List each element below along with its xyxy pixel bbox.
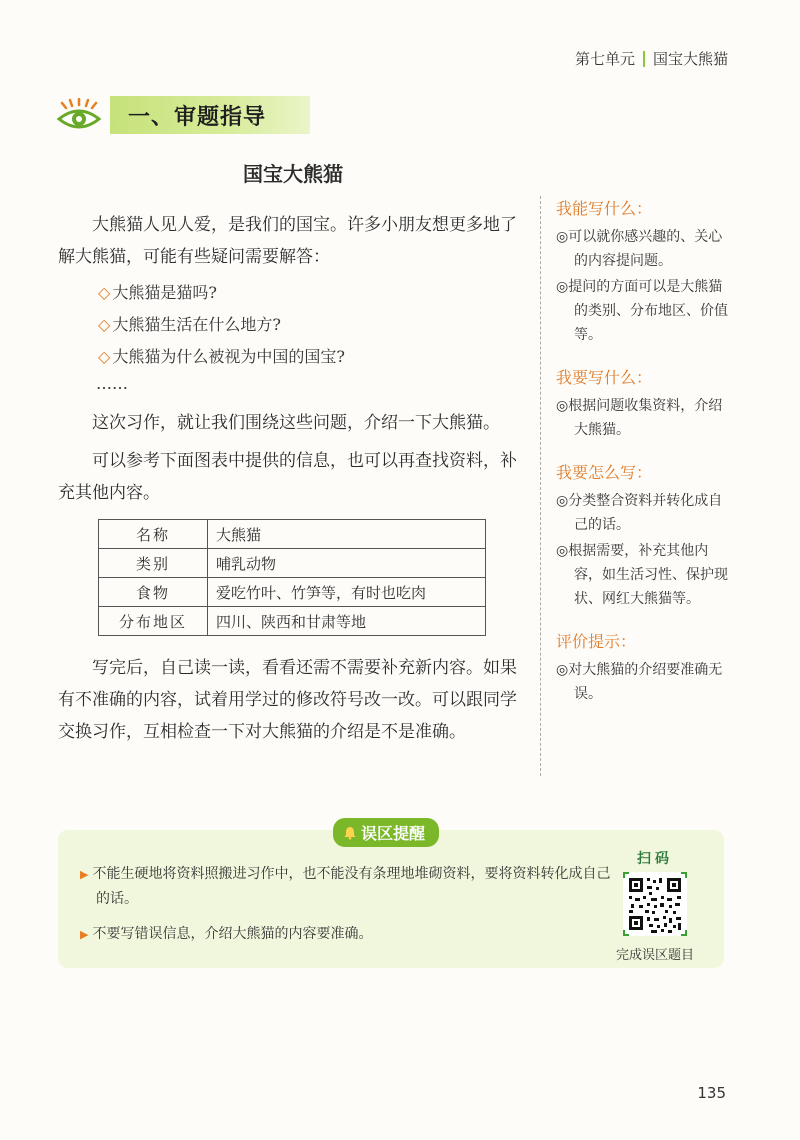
sidebar-point: ◎根据需要，补充其他内容，如生活习性、保护现状、网红大熊猫等。 xyxy=(556,543,728,607)
triangle-icon: ▶ xyxy=(80,928,89,941)
paragraph-4: 写完后，自己读一读，看看还需不需要补充新内容。如果有不准确的内容，试着用学过的修改符号改一改。可以跟同学交换习作，互相检查一下对大熊猫的介绍是不是准确。 xyxy=(58,658,517,742)
table-row: 分布地区 四川、陕西和甘肃等地 xyxy=(99,607,486,636)
page-header xyxy=(575,48,728,69)
sidebar-point: ◎对大熊猫的介绍要准确无误。 xyxy=(556,662,723,702)
section-heading xyxy=(56,96,310,134)
sidebar-block xyxy=(556,196,736,347)
table-row: 名称 大熊猫 xyxy=(99,520,486,549)
question-list xyxy=(58,277,528,373)
qr-code-icon[interactable] xyxy=(623,872,687,936)
sidebar-block xyxy=(556,365,736,442)
triangle-icon: ▶ xyxy=(80,868,89,881)
sidebar-point: ◎根据问题收集资料，介绍大熊猫。 xyxy=(556,398,723,438)
tips-title: 误区提醒 xyxy=(333,818,439,847)
qr-section xyxy=(612,848,698,963)
qr-title: 扫码 xyxy=(637,851,673,867)
sidebar-divider xyxy=(540,196,541,776)
tip-item: ▶ 不能生硬地将资料照搬进习作中，也不能没有条理地堆砌资料，要将资料转化成自己的话。 xyxy=(80,866,611,907)
sidebar-heading: 我要写什么： xyxy=(556,368,653,387)
diamond-icon: ◇ xyxy=(98,283,111,302)
question-item: ◇ 大熊猫为什么被视为中国的国宝? xyxy=(98,347,345,366)
intro-paragraph: 大熊猫人见人爱，是我们的国宝。许多小朋友想更多地了解大熊猫，可能有些疑问需要解答： xyxy=(58,215,517,267)
sidebar-heading: 评价提示： xyxy=(556,632,637,651)
eye-icon xyxy=(56,98,102,132)
sidebar-point: ◎分类整合资料并转化成自己的话。 xyxy=(556,493,723,533)
table-row: 类别 哺乳动物 xyxy=(99,549,486,578)
qr-caption: 完成误区题目 xyxy=(615,948,694,963)
sidebar-heading: 我能写什么： xyxy=(556,199,653,218)
tip-item: ▶ 不要写错误信息，介绍大熊猫的内容要准确。 xyxy=(80,926,373,942)
question-item: ◇ 大熊猫生活在什么地方? xyxy=(98,315,281,334)
question-item: ◇ 大熊猫是猫吗? xyxy=(98,283,217,302)
ellipsis: …… xyxy=(96,374,128,393)
unit-label: 第七单元 xyxy=(574,50,635,68)
diamond-icon: ◇ xyxy=(98,347,111,366)
tips-box xyxy=(58,824,724,968)
sidebar-block xyxy=(556,629,736,706)
page-number: 135 xyxy=(697,1084,726,1102)
unit-topic: 国宝大熊猫 xyxy=(652,50,728,68)
paragraph-2: 这次习作，就让我们围绕这些问题，介绍一下大熊猫。 xyxy=(92,413,500,433)
header-divider xyxy=(643,51,645,67)
section-title: 一、审题指导 xyxy=(110,96,310,134)
essay-title: 国宝大熊猫 xyxy=(243,162,343,186)
bell-icon xyxy=(343,826,357,840)
paragraph-3: 可以参考下面图表中提供的信息，也可以再查找资料，补充其他内容。 xyxy=(58,451,517,503)
sidebar-block xyxy=(556,460,736,611)
table-row: 食物 爱吃竹叶、竹笋等，有时也吃肉 xyxy=(99,578,486,607)
sidebar xyxy=(556,196,736,724)
sidebar-heading: 我要怎么写： xyxy=(556,463,653,482)
sidebar-point: ◎提问的方面可以是大熊猫的类别、分布地区、价值等。 xyxy=(556,279,728,343)
diamond-icon: ◇ xyxy=(98,315,111,334)
info-table xyxy=(98,519,486,636)
main-content xyxy=(58,150,528,748)
sidebar-point: ◎可以就你感兴趣的、关心的内容提问题。 xyxy=(556,229,723,269)
